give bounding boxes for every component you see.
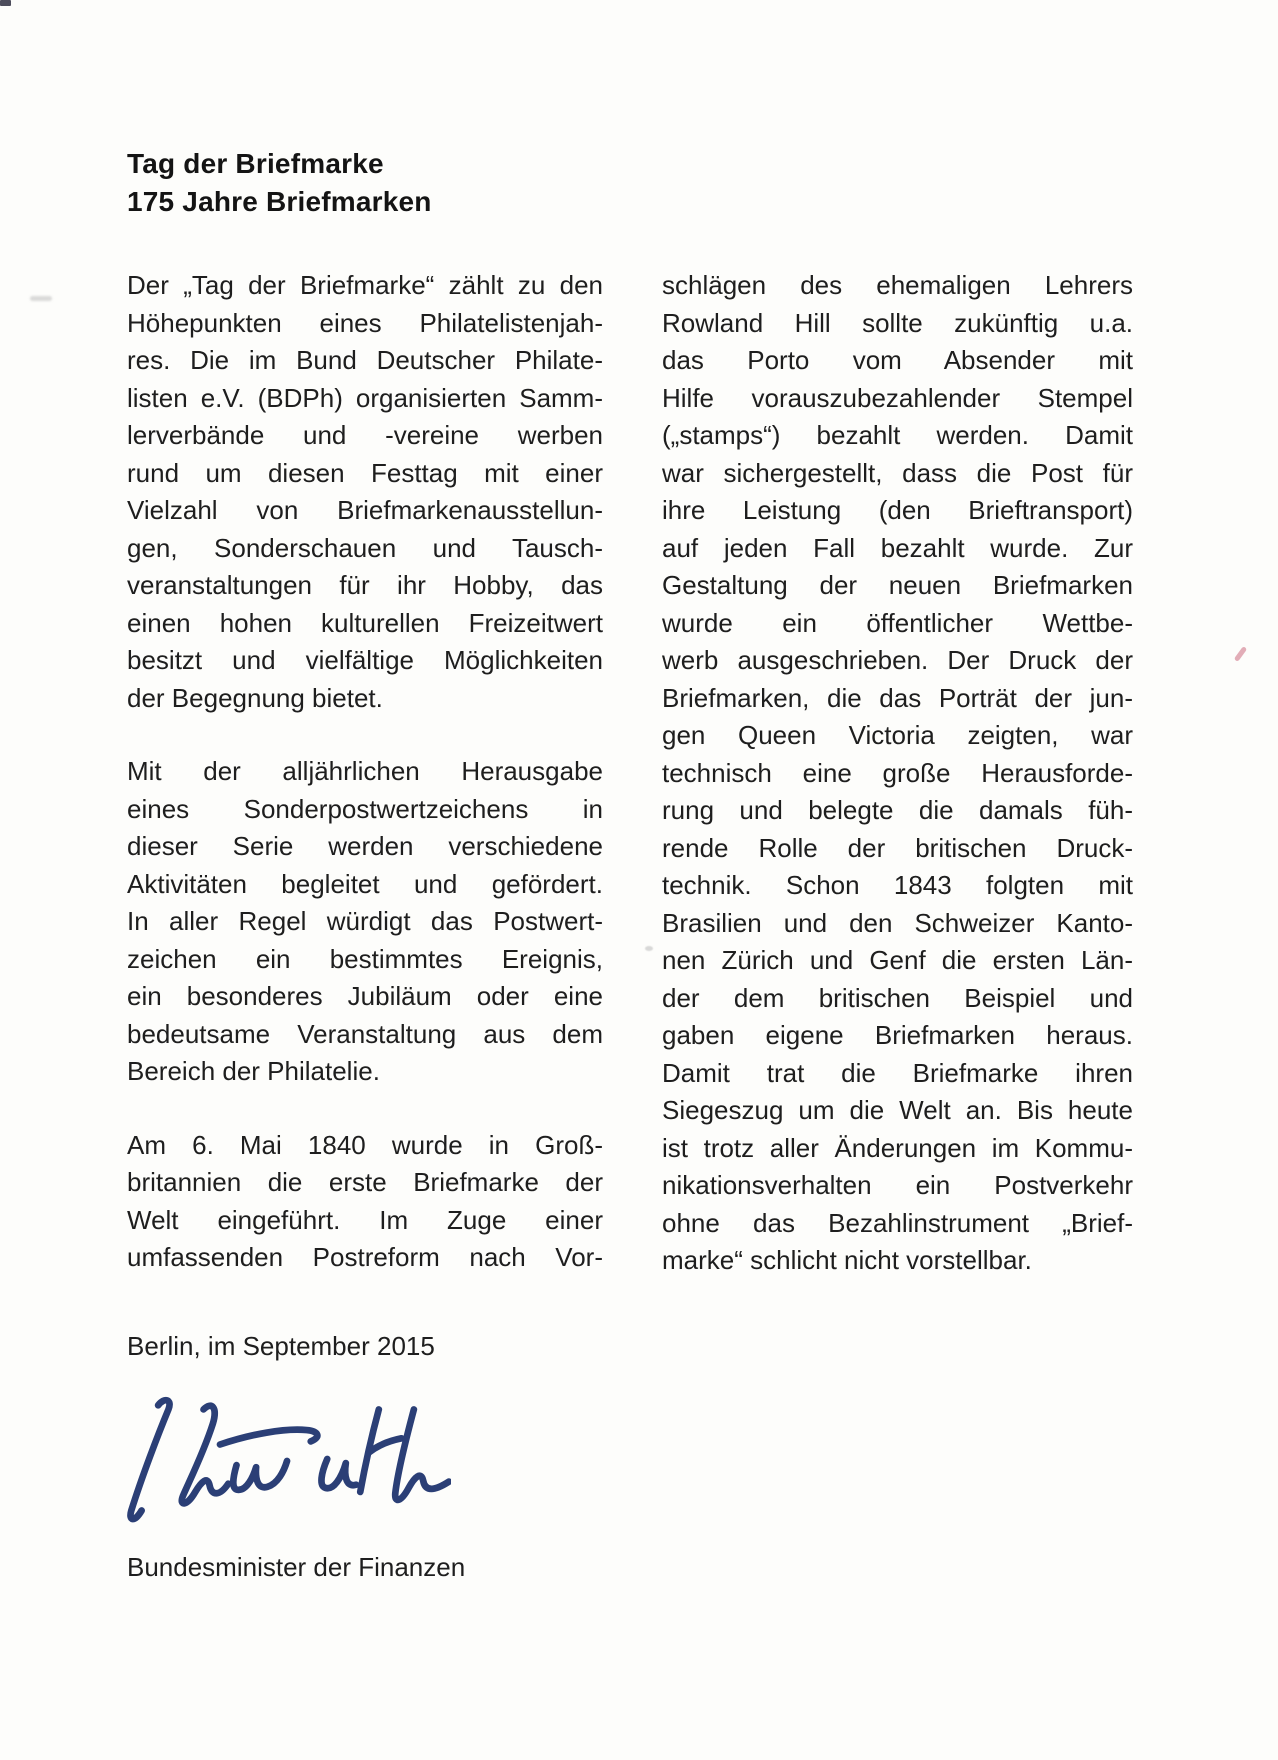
text-line: Brasilien und den Schweizer Kanto- (662, 907, 1133, 938)
text-line: ein besonderes Jubiläum oder eine (127, 981, 603, 1011)
text-line: Hilfe vorauszubezahlender Stempel (662, 382, 1133, 413)
text-line: der dem britischen Beispiel und (662, 982, 1133, 1013)
scan-artifact-gray-dash (30, 296, 52, 301)
text-line: schlägen des ehemaligen Lehrers (662, 270, 1133, 300)
text-line: technik. Schon 1843 folgten mit (662, 870, 1133, 900)
text-line: nikationsverhalten ein Postverkehr (662, 1170, 1133, 1200)
text-line: Gestaltung der neuen Briefmarken (662, 570, 1133, 600)
text-line: ihre Leistung (den Brieftransport) (662, 495, 1133, 525)
text-line: gen, Sonderschauen und Tausch- (127, 532, 603, 563)
text-line: Aktivitäten begleitet und gefördert. (127, 868, 603, 899)
text-line: veranstaltungen für ihr Hobby, das (127, 570, 603, 600)
text-line: einen hohen kulturellen Freizeitwert (127, 607, 603, 638)
scan-artifact-corner-mark (0, 0, 11, 6)
text-line: werb ausgeschrieben. Der Druck der (662, 645, 1133, 675)
two-column-body (127, 267, 1133, 1280)
text-line: ist trotz aller Änderungen im Kommu- (662, 1132, 1133, 1163)
text-line: umfassenden Postreform nach Vor- (127, 1242, 603, 1272)
paragraph (662, 267, 1133, 1280)
paragraph (127, 267, 603, 717)
text-line: res. Die im Bund Deutscher Philate- (127, 345, 603, 375)
title-line-1: Tag der Briefmarke (127, 148, 384, 179)
text-line: bedeutsame Veranstaltung aus dem (127, 1018, 603, 1049)
scan-artifact-pink-mark (1234, 646, 1247, 662)
text-line: Am 6. Mai 1840 wurde in Groß- (127, 1129, 603, 1160)
signer-title: Bundesminister der Finanzen (127, 1552, 466, 1582)
text-line: war sichergestellt, dass die Post für (662, 457, 1133, 488)
text-line: Der „Tag der Briefmarke“ zählt zu den (127, 270, 603, 300)
paragraph (127, 753, 603, 1091)
text-line: Höhepunkten eines Philatelistenjah- (127, 307, 603, 338)
dateline: Berlin, im September 2015 (127, 1330, 435, 1361)
paragraph (127, 1127, 603, 1277)
text-line: marke“ schlicht nicht vorstellbar. (662, 1245, 1032, 1275)
text-line: Siegeszug um die Welt an. Bis heute (662, 1095, 1133, 1125)
text-line: Bereich der Philatelie. (127, 1056, 380, 1086)
text-line: Rowland Hill sollte zukünftig u.a. (662, 307, 1133, 338)
text-line: technisch eine große Herausforde- (662, 757, 1133, 788)
signature-strokes (130, 1400, 448, 1519)
title-line-2: 175 Jahre Briefmarken (127, 186, 432, 217)
text-line: rende Rolle der britischen Druck- (662, 832, 1133, 863)
text-line: Welt eingeführt. Im Zuge einer (127, 1204, 603, 1235)
text-line: rung und belegte die damals füh- (662, 795, 1133, 825)
text-line: lerverbände und -vereine werben (127, 420, 603, 450)
text-line: eines Sonderpostwertzeichens in (127, 793, 603, 824)
text-line: besitzt und vielfältige Möglichkeiten (127, 645, 603, 675)
text-line: Damit trat die Briefmarke ihren (662, 1057, 1133, 1088)
text-line: der Begegnung bietet. (127, 682, 383, 713)
text-line: britannien die erste Briefmarke der (127, 1167, 603, 1197)
text-line: ohne das Bezahlinstrument „Brief- (662, 1207, 1133, 1238)
text-line: („stamps“) bezahlt werden. Damit (662, 420, 1133, 450)
document-content (127, 145, 1133, 1587)
handwritten-signature-image (121, 1395, 451, 1527)
text-line: rund um diesen Festtag mit einer (127, 457, 603, 488)
text-line: In aller Regel würdigt das Postwert- (127, 906, 603, 936)
text-line: gen Queen Victoria zeigten, war (662, 720, 1133, 750)
right-column (662, 267, 1133, 1280)
text-line: wurde ein öffentlicher Wettbe- (662, 607, 1133, 638)
text-line: dieser Serie werden verschiedene (127, 831, 603, 861)
left-column (127, 267, 603, 1277)
text-line: auf jeden Fall bezahlt wurde. Zur (662, 532, 1133, 563)
text-line: Briefmarken, die das Porträt der jun- (662, 682, 1133, 713)
text-line: nen Zürich und Genf die ersten Län- (662, 945, 1133, 975)
text-line: listen e.V. (BDPh) organisierten Samm- (127, 382, 603, 413)
text-line: zeichen ein bestimmtes Ereignis, (127, 943, 603, 974)
text-line: das Porto vom Absender mit (662, 345, 1133, 375)
text-line: gaben eigene Briefmarken heraus. (662, 1020, 1133, 1050)
text-line: Mit der alljährlichen Herausgabe (127, 756, 603, 786)
document-title (127, 145, 1133, 221)
text-line: Vielzahl von Briefmarkenausstellun- (127, 495, 603, 525)
